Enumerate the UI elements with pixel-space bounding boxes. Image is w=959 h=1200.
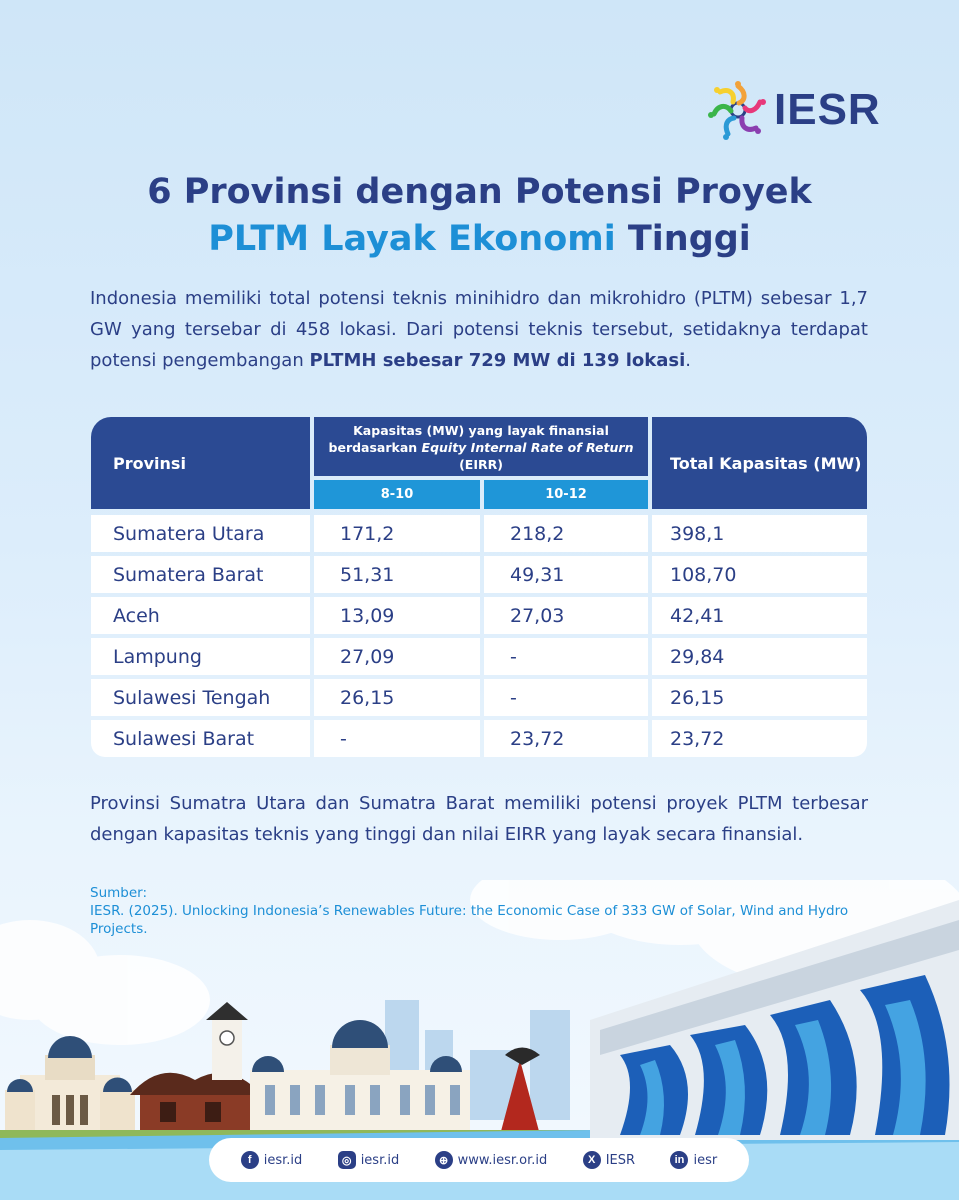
social-website-link[interactable] bbox=[435, 1151, 548, 1169]
social-x-link[interactable] bbox=[583, 1151, 635, 1169]
logo-text: IESR bbox=[774, 85, 881, 134]
cell-eirr-10-12: 23,72 bbox=[484, 720, 648, 757]
source-note bbox=[90, 884, 850, 938]
globe-icon: ⊕ bbox=[435, 1151, 453, 1169]
social-facebook-link[interactable] bbox=[241, 1151, 303, 1169]
intro-text: Indonesia memiliki total potensi teknis minihidro dan mikrohidro (PLTM) sebesar 1,7 GW yang tersebar di 458 lokasi. Dari potensi teknis tersebut, setidaknya terdapat potensi pengembangan bbox=[90, 288, 868, 371]
header-total: Total Kapasitas (MW) bbox=[652, 417, 867, 509]
source-label: Sumber: bbox=[90, 885, 148, 901]
cell-eirr-10-12: 27,03 bbox=[484, 597, 648, 634]
cell-province: Sumatera Utara bbox=[91, 515, 310, 552]
social-instagram-link[interactable] bbox=[338, 1151, 400, 1169]
title-rest: Tinggi bbox=[615, 219, 751, 259]
header-capacity-part1: Kapasitas (MW) yang layak finansial berdasarkan bbox=[328, 423, 609, 455]
social-label: www.iesr.or.id bbox=[457, 1152, 548, 1168]
title-highlight: PLTM Layak Ekonomi bbox=[208, 219, 616, 259]
cell-eirr-8-10: 13,09 bbox=[314, 597, 480, 634]
cell-eirr-8-10: 171,2 bbox=[314, 515, 480, 552]
social-label: iesr.id bbox=[360, 1152, 400, 1168]
table-body bbox=[91, 515, 867, 761]
iesr-logo bbox=[706, 78, 881, 142]
cell-eirr-10-12: - bbox=[484, 679, 648, 716]
cell-eirr-8-10: - bbox=[314, 720, 480, 757]
intro-bold: PLTMH sebesar 729 MW di 139 lokasi bbox=[309, 350, 686, 371]
cell-eirr-8-10: 27,09 bbox=[314, 638, 480, 675]
traditional-house bbox=[130, 1073, 262, 1135]
cell-province: Lampung bbox=[91, 638, 310, 675]
cell-province: Aceh bbox=[91, 597, 310, 634]
header-capacity-part2: (EIRR) bbox=[459, 457, 503, 472]
social-bar bbox=[209, 1138, 749, 1182]
header-eirr-10-12: 10-12 bbox=[484, 480, 648, 509]
table-row bbox=[91, 556, 867, 593]
instagram-icon: ◎ bbox=[338, 1151, 356, 1169]
intro-end: . bbox=[685, 350, 692, 371]
domed-buildings bbox=[5, 1036, 135, 1135]
cell-eirr-10-12: - bbox=[484, 638, 648, 675]
source-text: IESR. (2025). Unlocking Indonesia’s Renewables Future: the Economic Case of 333 GW of Solar, Wind and Hydro Projects. bbox=[90, 903, 849, 937]
table-row bbox=[91, 679, 867, 716]
header-capacity bbox=[314, 417, 648, 476]
header-province: Provinsi bbox=[91, 417, 310, 509]
social-label: iesr bbox=[693, 1152, 718, 1168]
table-row bbox=[91, 638, 867, 675]
facebook-icon: f bbox=[241, 1151, 259, 1169]
linkedin-icon: in bbox=[670, 1151, 688, 1169]
cell-total: 398,1 bbox=[652, 515, 867, 552]
table-row bbox=[91, 720, 867, 757]
cell-eirr-8-10: 26,15 bbox=[314, 679, 480, 716]
social-label: IESR bbox=[605, 1152, 636, 1168]
cell-total: 42,41 bbox=[652, 597, 867, 634]
x-icon: X bbox=[583, 1151, 601, 1169]
table-row bbox=[91, 515, 867, 552]
cell-province: Sulawesi Tengah bbox=[91, 679, 310, 716]
cell-eirr-10-12: 218,2 bbox=[484, 515, 648, 552]
social-label: iesr.id bbox=[263, 1152, 303, 1168]
cell-province: Sumatera Barat bbox=[91, 556, 310, 593]
header-eirr-8-10: 8-10 bbox=[314, 480, 480, 509]
header-capacity-italic: Equity Internal Rate of Return bbox=[421, 440, 634, 455]
cell-eirr-10-12: 49,31 bbox=[484, 556, 648, 593]
cell-total: 23,72 bbox=[652, 720, 867, 757]
cell-total: 26,15 bbox=[652, 679, 867, 716]
cell-eirr-8-10: 51,31 bbox=[314, 556, 480, 593]
conclusion-paragraph: Provinsi Sumatra Utara dan Sumatra Barat memiliki potensi proyek PLTM terbesar dengan kapasitas teknis yang tinggi dan nilai EIRR yang layak secara finansial. bbox=[90, 793, 868, 845]
intro-paragraph bbox=[90, 283, 868, 376]
clock-tower bbox=[206, 1002, 248, 1080]
iesr-logo-mark-icon bbox=[706, 78, 770, 142]
cell-total: 29,84 bbox=[652, 638, 867, 675]
social-linkedin-link[interactable] bbox=[670, 1151, 717, 1169]
cell-province: Sulawesi Barat bbox=[91, 720, 310, 757]
page-title-line1: 6 Provinsi dengan Potensi Proyek bbox=[147, 172, 812, 212]
cell-total: 108,70 bbox=[652, 556, 867, 593]
page-title-line2 bbox=[0, 214, 959, 264]
table-row bbox=[91, 597, 867, 634]
